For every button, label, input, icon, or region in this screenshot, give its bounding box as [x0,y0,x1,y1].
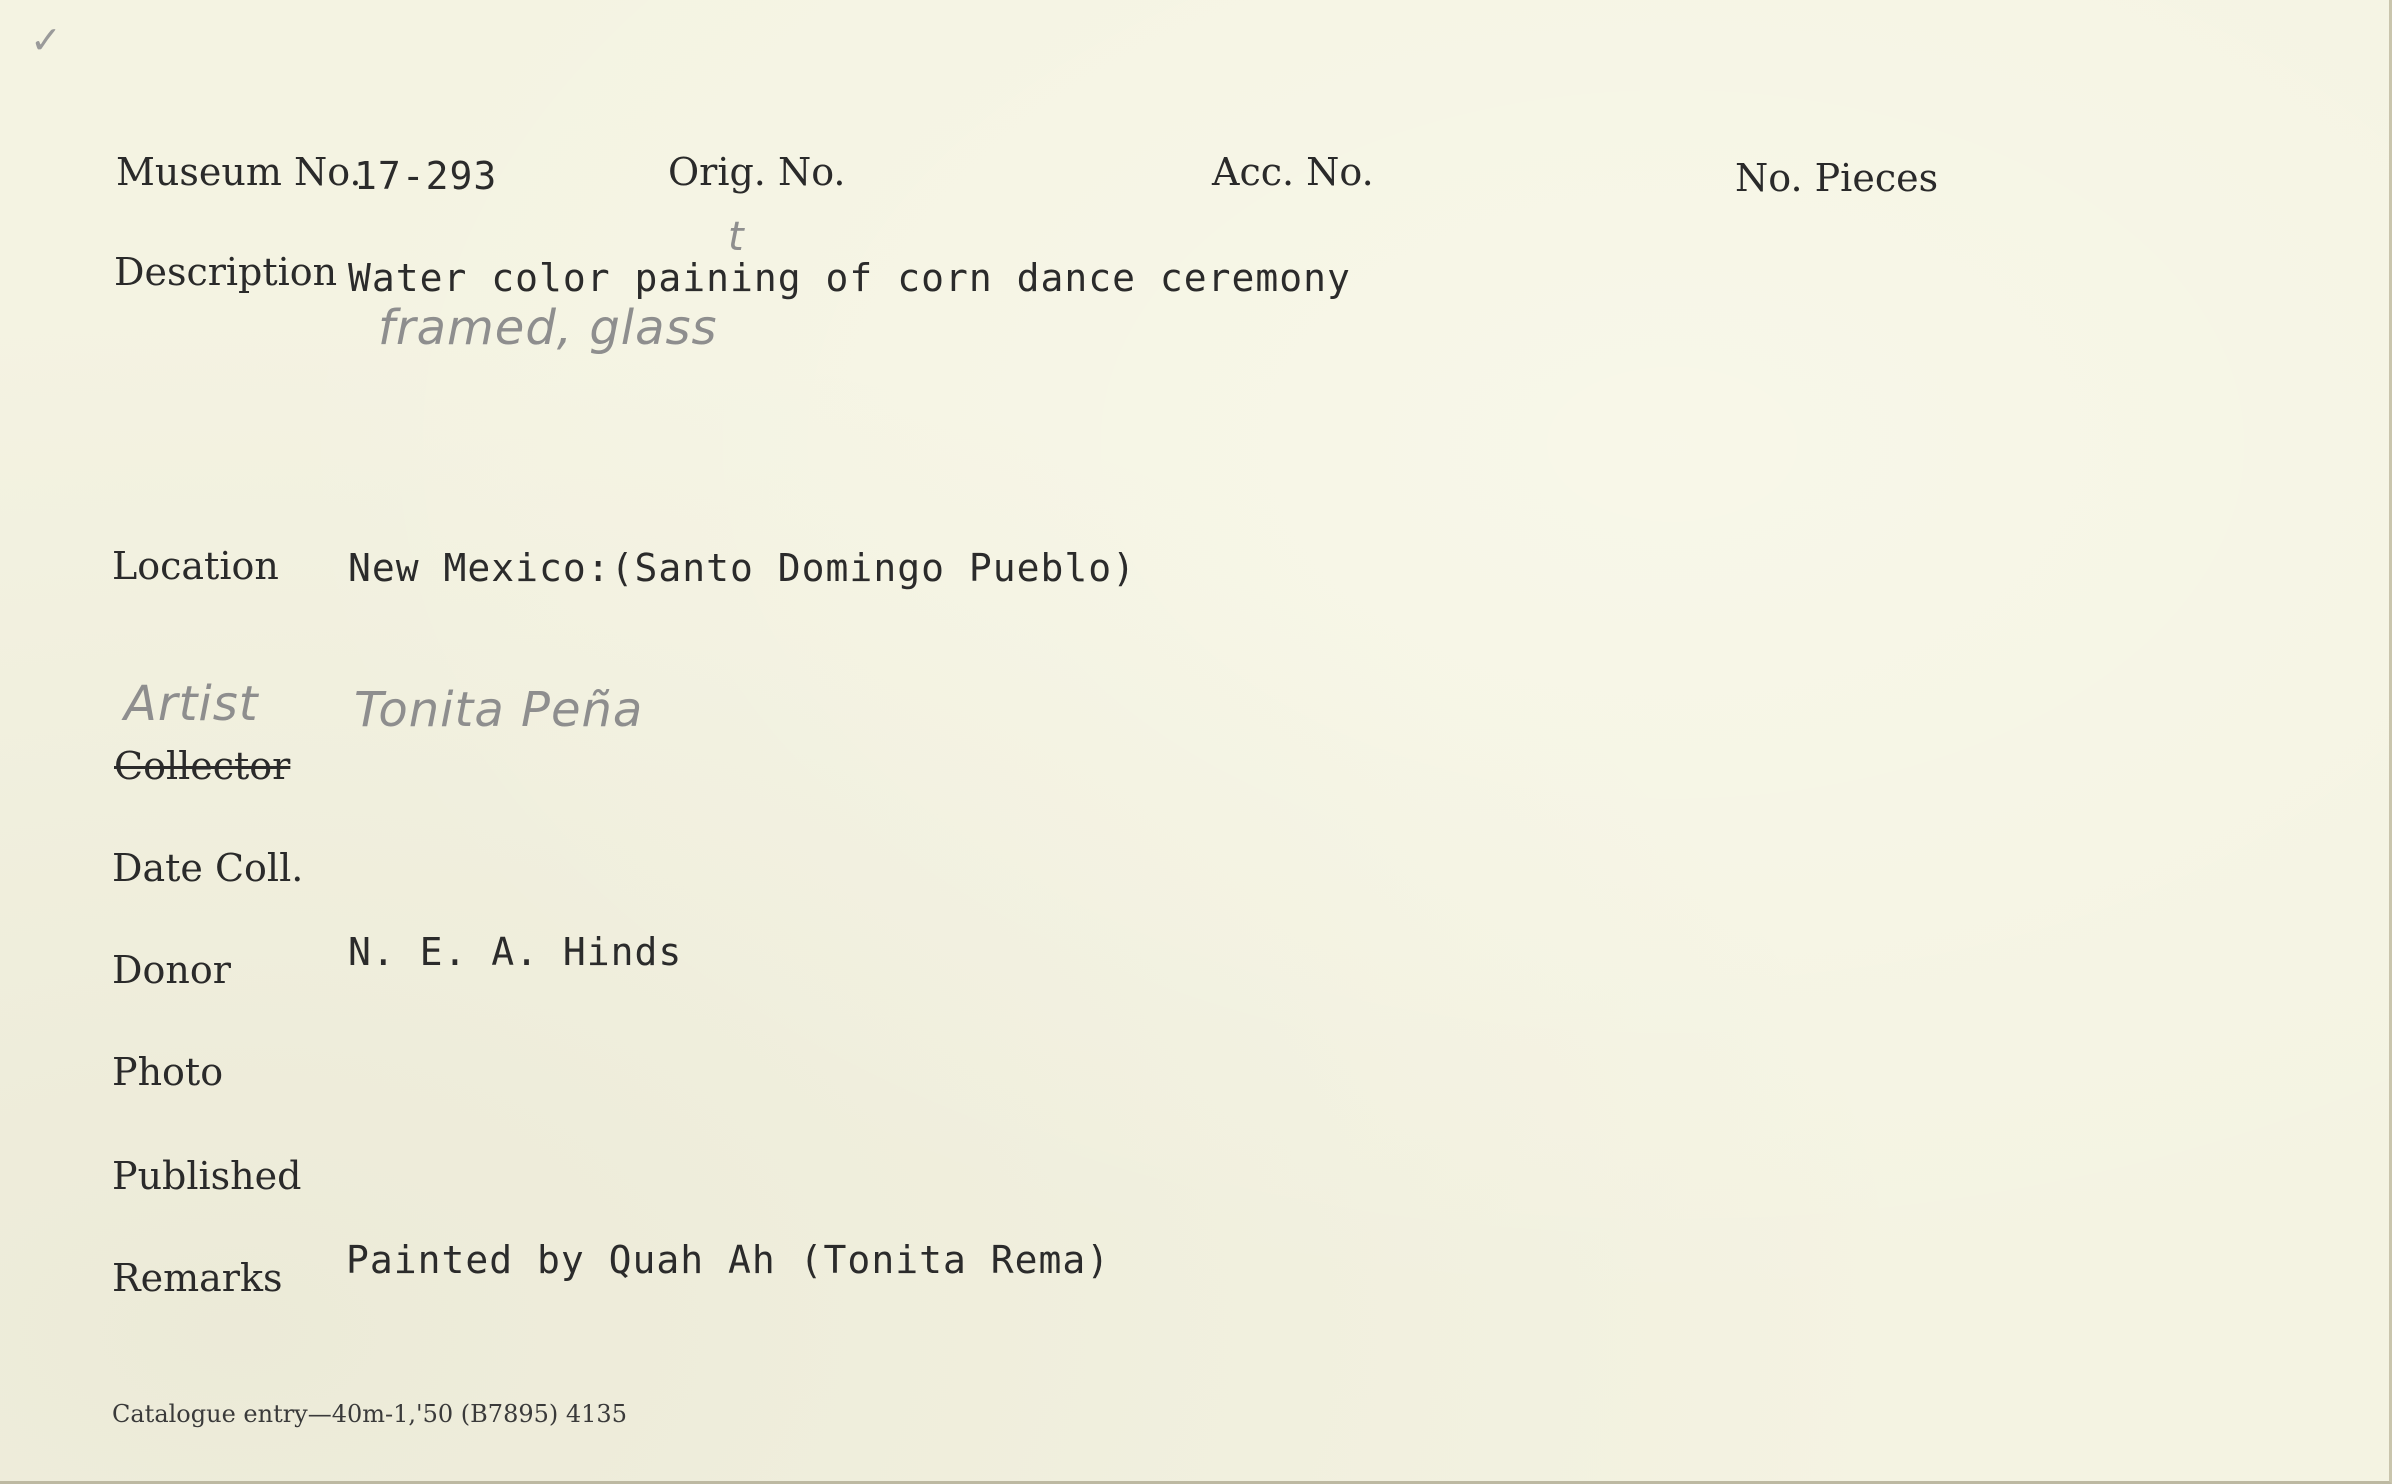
description-value: Water color paining of corn dance ceremony [348,256,1351,300]
no-pieces-label: No. Pieces [1735,156,1939,200]
remarks-value: Painted by Quah Ah (Tonita Rema) [346,1238,1111,1282]
description-insertion: t [728,214,745,260]
donor-value: N. E. A. Hinds [348,930,683,974]
check-mark: ✓ [30,18,62,62]
location-value: New Mexico:(Santo Domingo Pueblo) [348,546,1136,590]
remarks-label: Remarks [112,1256,283,1300]
published-label: Published [112,1154,302,1198]
catalogue-footer: Catalogue entry—40m-1,'50 (B7895) 4135 [112,1400,627,1428]
location-label: Location [112,544,279,588]
artist-handwritten-label: Artist [124,676,259,732]
orig-no-label: Orig. No. [668,150,846,194]
artist-handwritten-value: Tonita Peña [354,682,644,738]
acc-no-label: Acc. No. [1212,150,1374,194]
museum-no-value: 17-293 [354,154,498,198]
photo-label: Photo [112,1050,224,1094]
collector-struck-label: Collector [114,744,291,788]
museum-no-label: Museum No. [116,150,362,194]
description-handwritten-note: framed, glass [378,300,718,356]
description-label: Description [114,250,338,294]
donor-label: Donor [112,948,231,992]
date-coll-label: Date Coll. [112,846,304,890]
